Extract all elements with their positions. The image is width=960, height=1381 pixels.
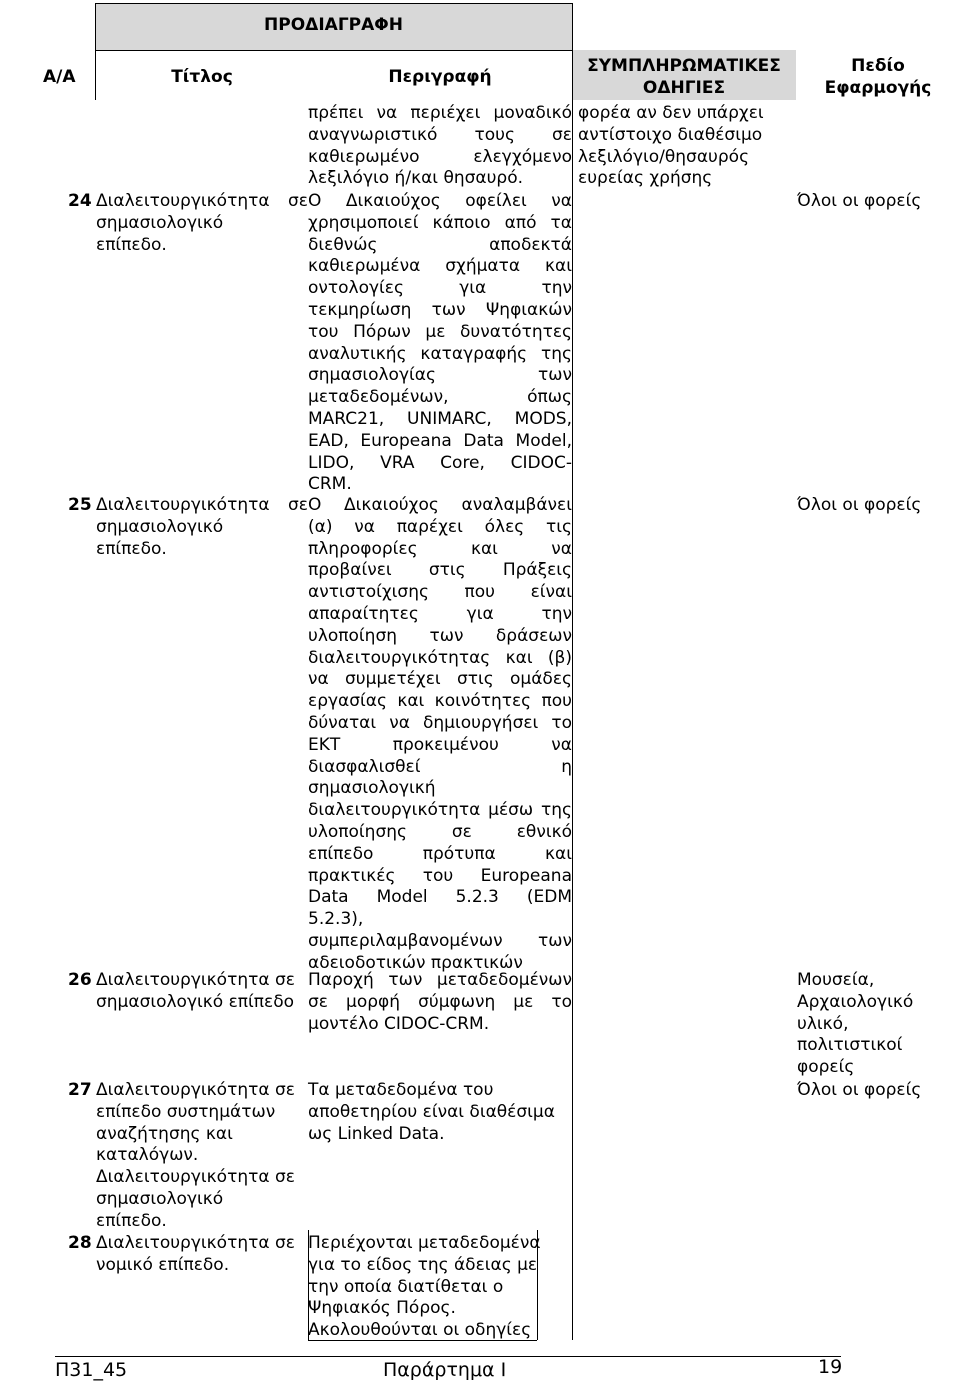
carried-description-line: αναγνωριστικό τους σε (308, 124, 572, 145)
footer-rule (55, 1356, 841, 1357)
row-description-line: επίπεδο πρότυπα και (308, 843, 572, 864)
row-title-line: Διαλειτουργικότητα σε (96, 495, 308, 515)
row-title-line: νομικό επίπεδο. (96, 1254, 230, 1275)
document-code: Π31_45 (55, 1359, 128, 1381)
row-title-line: Διαλειτουργικότητα σε (96, 1233, 295, 1253)
row-description-line: του Πόρων με δυνατότητες (308, 321, 572, 342)
row-description-line: διεθνώς αποδεκτά (308, 234, 572, 255)
row-description-line: διαλειτουργικότητας και (β) (308, 647, 572, 668)
row-scope-line: Όλοι οι φορείς (797, 191, 922, 211)
row-description-line: Ψηφιακός Πόρος. (308, 1298, 456, 1319)
scope-column-heading-line-2: Εφαρμογής (824, 78, 932, 98)
row-description-line: ΕΚΤ προκειμένου να (308, 734, 572, 755)
row-scope-line: υλικό, (797, 1013, 849, 1034)
row-title-line: Διαλειτουργικότητα σε (96, 970, 295, 990)
row-number: 25 (68, 495, 92, 515)
row-title-line: επίπεδο συστημάτων (96, 1101, 276, 1122)
row-title-line: σημασιολογικό επίπεδο (96, 991, 294, 1012)
row-description-line: οντολογίες για την (308, 278, 572, 299)
carried-notes-line: φορέα αν δεν υπάρχει (578, 103, 764, 123)
description-column-heading: Περιγραφή (388, 67, 492, 87)
notes-column-heading-line-1: ΣΥΜΠΛΗΡΩΜΑΤΙΚΕΣ (587, 56, 781, 76)
table-rule (95, 3, 572, 4)
row-number: 28 (68, 1233, 92, 1253)
row-description-line: Data Model 5.2.3 (EDM (308, 887, 572, 908)
carried-description-line: πρέπει να περιέχει μοναδικό (308, 103, 572, 123)
row-description-line: ως Linked Data. (308, 1123, 445, 1144)
row-scope-line: πολιτιστικοί (797, 1035, 903, 1056)
row-description-line: αποθετηρίου είναι διαθέσιμα (308, 1101, 555, 1122)
row-description-line: MARC21, UNIMARC, MODS, (308, 409, 572, 429)
row-description-line: να συμμετέχει στις ομάδες (308, 669, 572, 690)
row-description-line: τεκμηρίωση των Ψηφιακών (308, 300, 572, 320)
row-title-line: Διαλειτουργικότητα σε (96, 191, 308, 211)
row-scope-line: Αρχαιολογικό (797, 991, 914, 1012)
row-description-line: διαλειτουργικότητα μέσω της (308, 800, 572, 821)
row-description-line: πληροφορίες και να (308, 538, 572, 559)
row-description-line: την οποία διατίθεται ο (308, 1276, 504, 1297)
carried-notes-line: αντίστοιχο διαθέσιμο (578, 124, 763, 145)
row-description-line: προβαίνει στις Πράξεις (308, 560, 572, 581)
row-number: 24 (68, 191, 92, 211)
row-scope-line: φορείς (797, 1057, 855, 1078)
row-description-line: χρησιμοποιεί κάποιο από τα (308, 212, 572, 233)
row-title-line: καταλόγων. (96, 1145, 199, 1166)
row-title-line: αναζήτησης και (96, 1123, 233, 1144)
row-description-line: EAD, Europeana Data Model, (308, 430, 572, 451)
annex-label: Παράρτημα Ι (383, 1359, 507, 1381)
row-description-line: καθιερωμένα σχήματα και (308, 256, 572, 277)
row-description-line: Ο Δικαιούχος αναλαμβάνει (308, 495, 572, 515)
row-description-line: σημασιολογική (308, 778, 436, 799)
row-description-line: LIDO, VRA Core, CIDOC- (308, 452, 572, 473)
row-number: 26 (68, 970, 92, 990)
row-description-line: υλοποίηση των δράσεων (308, 625, 572, 646)
page-number: 19 (818, 1356, 843, 1378)
carried-description-line: καθιερωμένο ελεγχόμενο (308, 146, 572, 167)
row-description-line: αντιστοίχισης που είναι (308, 582, 572, 603)
row-title-line: επίπεδο. (96, 538, 167, 559)
table-rule (95, 50, 572, 51)
row-title-line: επίπεδο. (96, 1210, 167, 1231)
num-column-heading: Α/Α (43, 67, 76, 87)
row-description-line: διασφαλισθεί η (308, 756, 572, 777)
row-title-line: Διαλειτουργικότητα σε (96, 1167, 295, 1188)
row-title-line: σημασιολογικό (96, 1189, 224, 1209)
row-description-line: Παροχή των μεταδεδομένων (308, 970, 572, 990)
row-description-line: CRM. (308, 474, 352, 495)
row-description-line: υλοποίησης σε εθνικό (308, 822, 572, 842)
row-description-line: 5.2.3), (308, 909, 364, 930)
row-description-line: αναλυτικής καταγραφής της (308, 343, 572, 364)
row-description-line: Τα μεταδεδομένα του (308, 1080, 494, 1100)
row-description-line: απαραίτητες για την (308, 604, 572, 624)
carried-notes-line: λεξιλόγιο/θησαυρός (578, 146, 750, 167)
row-description-line: πρακτικές του Europeana (308, 865, 572, 886)
notes-column-heading-line-2: ΟΔΗΓΙΕΣ (642, 78, 726, 98)
row-title-line: σημασιολογικό (96, 212, 224, 233)
row-description-line: Περιέχονται μεταδεδομένα (308, 1233, 541, 1253)
row-description-line: για το είδος της άδειας με (308, 1254, 538, 1275)
row-scope-line: Μουσεία, (797, 970, 875, 990)
table-rule (572, 3, 573, 1340)
row-scope-line: Όλοι οι φορείς (797, 1080, 922, 1100)
title-column-heading: Τίτλος (171, 67, 233, 87)
row-description-line: εργασίας και κοινότητες που (308, 691, 572, 712)
row-title-line: σημασιολογικό (96, 516, 224, 537)
row-description-line: σημασιολογίας των (308, 365, 572, 386)
carried-notes-line: ευρείας χρήσης (578, 168, 713, 189)
scope-column-heading-line-1: Πεδίο (851, 56, 905, 76)
row-description-line: Ακολουθούνται οι οδηγίες (308, 1320, 532, 1341)
row-number: 27 (68, 1080, 92, 1100)
row-scope-line: Όλοι οι φορείς (797, 495, 922, 515)
row-title-line: επίπεδο. (96, 234, 167, 255)
row-description-line: (α) να παρέχει όλες τις (308, 516, 572, 537)
row-description-line: δύναται να δημιουργήσει το (308, 713, 572, 733)
spec-heading: ΠΡΟΔΙΑΓΡΑΦΗ (264, 15, 403, 35)
row-description-line: αδειοδοτικών πρακτικών (308, 952, 523, 973)
row-title-line: Διαλειτουργικότητα σε (96, 1080, 295, 1100)
row-description-line: μεταδεδομένων, όπως (308, 387, 572, 408)
row-description-line: Ο Δικαιούχος οφείλει να (308, 191, 572, 211)
row-description-line: μοντέλο CIDOC-CRM. (308, 1013, 490, 1034)
carried-description-line: λεξιλόγιο ή/και θησαυρό. (308, 168, 524, 189)
row-description-line: συμπεριλαμβανομένων των (308, 931, 572, 951)
row-description-line: σε μορφή σύμφωνη με το (308, 991, 572, 1012)
